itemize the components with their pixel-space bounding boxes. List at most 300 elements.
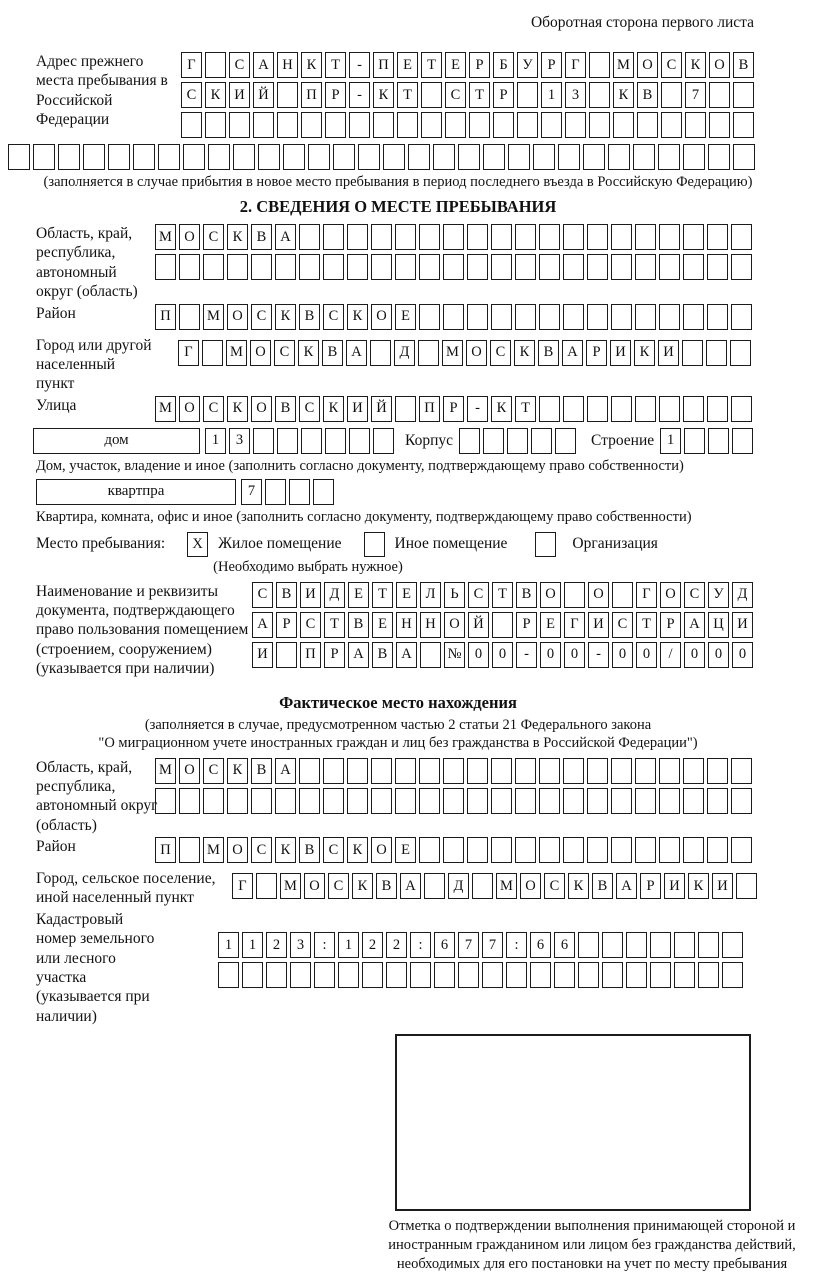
house-type-box[interactable]: дом — [33, 428, 200, 454]
char-box[interactable] — [563, 837, 584, 863]
char-box[interactable]: М — [203, 837, 224, 863]
char-box[interactable] — [419, 304, 440, 330]
char-box[interactable]: К — [298, 340, 319, 366]
char-box[interactable]: К — [491, 396, 512, 422]
char-box[interactable] — [683, 837, 704, 863]
char-box[interactable] — [674, 932, 695, 958]
char-box[interactable]: П — [419, 396, 440, 422]
char-box[interactable]: А — [275, 758, 296, 784]
char-box[interactable] — [611, 224, 632, 250]
char-box[interactable] — [229, 112, 250, 138]
char-box[interactable] — [443, 304, 464, 330]
char-box[interactable]: А — [346, 340, 367, 366]
char-box[interactable] — [539, 304, 560, 330]
char-box[interactable]: С — [203, 758, 224, 784]
char-box[interactable]: С — [445, 82, 466, 108]
char-box[interactable]: 1 — [242, 932, 263, 958]
char-box[interactable] — [491, 837, 512, 863]
char-box[interactable]: Е — [396, 582, 417, 608]
char-box[interactable] — [635, 224, 656, 250]
char-box[interactable]: В — [348, 612, 369, 638]
char-box[interactable] — [731, 224, 752, 250]
char-box[interactable] — [419, 837, 440, 863]
char-box[interactable] — [251, 254, 272, 280]
char-box[interactable] — [587, 254, 608, 280]
char-box[interactable] — [434, 962, 455, 988]
char-box[interactable]: Р — [586, 340, 607, 366]
char-box[interactable] — [587, 396, 608, 422]
char-box[interactable] — [420, 642, 441, 668]
char-box[interactable] — [589, 82, 610, 108]
char-box[interactable] — [515, 788, 536, 814]
char-box[interactable] — [218, 962, 239, 988]
char-box[interactable] — [445, 112, 466, 138]
char-box[interactable]: - — [588, 642, 609, 668]
char-box[interactable] — [736, 873, 757, 899]
char-box[interactable]: Г — [178, 340, 199, 366]
char-box[interactable] — [731, 758, 752, 784]
char-box[interactable]: 1 — [541, 82, 562, 108]
char-box[interactable]: В — [376, 873, 397, 899]
char-box[interactable]: С — [181, 82, 202, 108]
char-box[interactable]: С — [203, 396, 224, 422]
char-box[interactable]: 0 — [564, 642, 585, 668]
char-box[interactable] — [683, 304, 704, 330]
char-box[interactable] — [301, 428, 322, 454]
char-box[interactable]: 7 — [458, 932, 479, 958]
char-box[interactable]: Р — [660, 612, 681, 638]
char-box[interactable] — [626, 932, 647, 958]
char-box[interactable] — [507, 428, 528, 454]
char-box[interactable]: : — [314, 932, 335, 958]
char-box[interactable]: 0 — [732, 642, 753, 668]
char-box[interactable] — [491, 758, 512, 784]
char-box[interactable] — [443, 254, 464, 280]
char-box[interactable] — [707, 304, 728, 330]
char-box[interactable] — [483, 428, 504, 454]
char-box[interactable] — [587, 788, 608, 814]
char-box[interactable] — [530, 962, 551, 988]
char-box[interactable] — [349, 428, 370, 454]
char-box[interactable]: 0 — [612, 642, 633, 668]
char-box[interactable]: 0 — [540, 642, 561, 668]
char-box[interactable] — [683, 224, 704, 250]
char-box[interactable] — [539, 254, 560, 280]
char-box[interactable]: / — [660, 642, 681, 668]
char-box[interactable] — [467, 758, 488, 784]
char-box[interactable] — [323, 758, 344, 784]
char-box[interactable] — [256, 873, 277, 899]
char-box[interactable] — [410, 962, 431, 988]
char-box[interactable] — [205, 112, 226, 138]
char-box[interactable] — [277, 428, 298, 454]
char-box[interactable]: К — [347, 837, 368, 863]
char-box[interactable]: Й — [253, 82, 274, 108]
char-box[interactable] — [608, 144, 630, 170]
char-box[interactable] — [626, 962, 647, 988]
char-box[interactable] — [373, 428, 394, 454]
char-box[interactable]: С — [229, 52, 250, 78]
char-box[interactable] — [491, 224, 512, 250]
char-box[interactable] — [635, 396, 656, 422]
char-box[interactable]: А — [348, 642, 369, 668]
char-box[interactable] — [299, 758, 320, 784]
char-box[interactable] — [635, 758, 656, 784]
char-box[interactable] — [659, 837, 680, 863]
char-box[interactable]: Л — [420, 582, 441, 608]
char-box[interactable]: К — [352, 873, 373, 899]
char-box[interactable] — [539, 396, 560, 422]
char-box[interactable]: И — [252, 642, 273, 668]
char-box[interactable]: У — [517, 52, 538, 78]
char-box[interactable]: С — [468, 582, 489, 608]
char-box[interactable]: Т — [636, 612, 657, 638]
char-box[interactable] — [589, 112, 610, 138]
char-box[interactable]: С — [300, 612, 321, 638]
char-box[interactable] — [179, 254, 200, 280]
char-box[interactable]: О — [250, 340, 271, 366]
char-box[interactable] — [483, 144, 505, 170]
char-box[interactable]: М — [226, 340, 247, 366]
char-box[interactable]: В — [322, 340, 343, 366]
char-box[interactable]: П — [300, 642, 321, 668]
char-box[interactable] — [733, 112, 754, 138]
char-box[interactable] — [707, 396, 728, 422]
char-box[interactable]: 2 — [266, 932, 287, 958]
char-box[interactable]: К — [634, 340, 655, 366]
char-box[interactable]: В — [637, 82, 658, 108]
char-box[interactable] — [242, 962, 263, 988]
char-box[interactable]: № — [444, 642, 465, 668]
char-box[interactable]: О — [444, 612, 465, 638]
char-box[interactable] — [709, 112, 730, 138]
char-box[interactable] — [333, 144, 355, 170]
char-box[interactable] — [731, 304, 752, 330]
char-box[interactable]: И — [732, 612, 753, 638]
char-box[interactable] — [395, 788, 416, 814]
char-box[interactable] — [283, 144, 305, 170]
char-box[interactable] — [266, 962, 287, 988]
char-box[interactable] — [709, 82, 730, 108]
char-box[interactable] — [433, 144, 455, 170]
char-box[interactable]: О — [251, 396, 272, 422]
checkbox-other-premises[interactable] — [364, 532, 385, 557]
char-box[interactable] — [517, 112, 538, 138]
char-box[interactable] — [133, 144, 155, 170]
char-box[interactable]: Р — [541, 52, 562, 78]
char-box[interactable]: О — [179, 758, 200, 784]
char-box[interactable] — [323, 254, 344, 280]
char-box[interactable] — [732, 428, 753, 454]
char-box[interactable]: В — [592, 873, 613, 899]
char-box[interactable] — [635, 788, 656, 814]
char-box[interactable] — [659, 758, 680, 784]
char-box[interactable]: Д — [394, 340, 415, 366]
char-box[interactable] — [408, 144, 430, 170]
char-box[interactable] — [541, 112, 562, 138]
char-box[interactable] — [492, 612, 513, 638]
char-box[interactable] — [299, 788, 320, 814]
char-box[interactable] — [347, 224, 368, 250]
char-box[interactable] — [203, 254, 224, 280]
char-box[interactable] — [347, 758, 368, 784]
char-box[interactable] — [253, 112, 274, 138]
char-box[interactable] — [371, 758, 392, 784]
char-box[interactable] — [731, 254, 752, 280]
char-box[interactable]: И — [588, 612, 609, 638]
char-box[interactable]: Р — [640, 873, 661, 899]
char-box[interactable]: А — [253, 52, 274, 78]
char-box[interactable] — [202, 340, 223, 366]
char-box[interactable]: 7 — [241, 479, 262, 505]
char-box[interactable] — [515, 758, 536, 784]
char-box[interactable]: Т — [325, 52, 346, 78]
char-box[interactable]: В — [372, 642, 393, 668]
char-box[interactable]: С — [612, 612, 633, 638]
char-box[interactable]: К — [613, 82, 634, 108]
char-box[interactable]: Т — [469, 82, 490, 108]
char-box[interactable] — [659, 788, 680, 814]
char-box[interactable] — [583, 144, 605, 170]
char-box[interactable]: С — [544, 873, 565, 899]
char-box[interactable] — [299, 224, 320, 250]
char-box[interactable]: В — [299, 304, 320, 330]
char-box[interactable]: 0 — [708, 642, 729, 668]
char-box[interactable]: С — [252, 582, 273, 608]
char-box[interactable] — [611, 758, 632, 784]
char-box[interactable] — [491, 788, 512, 814]
char-box[interactable] — [419, 224, 440, 250]
char-box[interactable]: А — [400, 873, 421, 899]
char-box[interactable] — [602, 962, 623, 988]
char-box[interactable] — [563, 254, 584, 280]
char-box[interactable] — [443, 788, 464, 814]
char-box[interactable]: : — [410, 932, 431, 958]
char-box[interactable]: В — [538, 340, 559, 366]
char-box[interactable]: 0 — [492, 642, 513, 668]
char-box[interactable] — [517, 82, 538, 108]
char-box[interactable] — [419, 758, 440, 784]
char-box[interactable] — [515, 224, 536, 250]
char-box[interactable] — [325, 112, 346, 138]
char-box[interactable]: М — [155, 396, 176, 422]
char-box[interactable] — [707, 837, 728, 863]
char-box[interactable] — [299, 254, 320, 280]
char-box[interactable]: В — [275, 396, 296, 422]
char-box[interactable]: Р — [443, 396, 464, 422]
char-box[interactable]: - — [467, 396, 488, 422]
char-box[interactable]: К — [373, 82, 394, 108]
char-box[interactable] — [397, 112, 418, 138]
char-box[interactable] — [515, 837, 536, 863]
char-box[interactable]: К — [685, 52, 706, 78]
char-box[interactable] — [563, 788, 584, 814]
char-box[interactable]: - — [349, 52, 370, 78]
char-box[interactable]: Д — [448, 873, 469, 899]
char-box[interactable]: К — [568, 873, 589, 899]
char-box[interactable]: О — [179, 396, 200, 422]
char-box[interactable]: Р — [469, 52, 490, 78]
char-box[interactable]: К — [347, 304, 368, 330]
char-box[interactable]: Т — [515, 396, 536, 422]
char-box[interactable] — [253, 428, 274, 454]
char-box[interactable]: Н — [277, 52, 298, 78]
char-box[interactable]: С — [299, 396, 320, 422]
char-box[interactable]: А — [616, 873, 637, 899]
char-box[interactable] — [587, 837, 608, 863]
char-box[interactable] — [208, 144, 230, 170]
char-box[interactable] — [563, 396, 584, 422]
char-box[interactable] — [733, 82, 754, 108]
char-box[interactable] — [589, 52, 610, 78]
char-box[interactable] — [611, 304, 632, 330]
char-box[interactable] — [58, 144, 80, 170]
char-box[interactable] — [275, 788, 296, 814]
char-box[interactable]: П — [155, 304, 176, 330]
char-box[interactable]: У — [708, 582, 729, 608]
char-box[interactable] — [650, 932, 671, 958]
char-box[interactable]: К — [301, 52, 322, 78]
char-box[interactable] — [515, 304, 536, 330]
char-box[interactable] — [108, 144, 130, 170]
char-box[interactable]: 2 — [362, 932, 383, 958]
char-box[interactable]: К — [275, 837, 296, 863]
char-box[interactable]: Б — [493, 52, 514, 78]
char-box[interactable]: Д — [732, 582, 753, 608]
char-box[interactable]: А — [562, 340, 583, 366]
char-box[interactable] — [533, 144, 555, 170]
char-box[interactable] — [731, 396, 752, 422]
char-box[interactable]: О — [371, 304, 392, 330]
char-box[interactable] — [179, 304, 200, 330]
char-box[interactable]: Е — [395, 837, 416, 863]
char-box[interactable]: Г — [564, 612, 585, 638]
char-box[interactable] — [203, 788, 224, 814]
char-box[interactable]: О — [371, 837, 392, 863]
char-box[interactable]: А — [275, 224, 296, 250]
char-box[interactable] — [612, 582, 633, 608]
char-box[interactable] — [539, 224, 560, 250]
char-box[interactable]: М — [280, 873, 301, 899]
char-box[interactable] — [8, 144, 30, 170]
char-box[interactable]: Е — [445, 52, 466, 78]
char-box[interactable] — [722, 962, 743, 988]
char-box[interactable]: 6 — [530, 932, 551, 958]
char-box[interactable] — [661, 112, 682, 138]
char-box[interactable] — [371, 224, 392, 250]
char-box[interactable]: С — [684, 582, 705, 608]
char-box[interactable] — [491, 254, 512, 280]
checkbox-residential[interactable]: X — [187, 532, 208, 557]
char-box[interactable] — [635, 837, 656, 863]
char-box[interactable]: Й — [468, 612, 489, 638]
char-box[interactable]: Ь — [444, 582, 465, 608]
char-box[interactable]: О — [179, 224, 200, 250]
char-box[interactable]: В — [516, 582, 537, 608]
char-box[interactable] — [731, 788, 752, 814]
char-box[interactable] — [587, 224, 608, 250]
char-box[interactable]: И — [229, 82, 250, 108]
char-box[interactable]: А — [684, 612, 705, 638]
char-box[interactable]: Е — [397, 52, 418, 78]
char-box[interactable]: О — [709, 52, 730, 78]
char-box[interactable]: Т — [421, 52, 442, 78]
char-box[interactable]: 7 — [482, 932, 503, 958]
char-box[interactable] — [563, 224, 584, 250]
char-box[interactable] — [458, 144, 480, 170]
char-box[interactable]: 2 — [386, 932, 407, 958]
char-box[interactable]: Е — [540, 612, 561, 638]
char-box[interactable]: И — [610, 340, 631, 366]
char-box[interactable] — [683, 144, 705, 170]
char-box[interactable] — [338, 962, 359, 988]
char-box[interactable] — [155, 254, 176, 280]
char-box[interactable] — [539, 837, 560, 863]
checkbox-organization[interactable] — [535, 532, 556, 557]
char-box[interactable] — [659, 304, 680, 330]
char-box[interactable] — [707, 788, 728, 814]
char-box[interactable] — [684, 428, 705, 454]
char-box[interactable] — [289, 479, 310, 505]
char-box[interactable] — [611, 837, 632, 863]
char-box[interactable]: 7 — [685, 82, 706, 108]
char-box[interactable] — [179, 788, 200, 814]
char-box[interactable] — [362, 962, 383, 988]
char-box[interactable]: С — [328, 873, 349, 899]
char-box[interactable]: Е — [348, 582, 369, 608]
char-box[interactable]: 1 — [218, 932, 239, 958]
char-box[interactable]: 1 — [205, 428, 226, 454]
char-box[interactable]: 1 — [338, 932, 359, 958]
char-box[interactable]: О — [588, 582, 609, 608]
char-box[interactable] — [421, 82, 442, 108]
char-box[interactable] — [347, 254, 368, 280]
char-box[interactable]: А — [252, 612, 273, 638]
char-box[interactable]: В — [299, 837, 320, 863]
char-box[interactable]: 3 — [565, 82, 586, 108]
char-box[interactable]: О — [304, 873, 325, 899]
char-box[interactable] — [233, 144, 255, 170]
char-box[interactable]: И — [347, 396, 368, 422]
char-box[interactable] — [323, 788, 344, 814]
char-box[interactable]: В — [251, 758, 272, 784]
char-box[interactable] — [395, 758, 416, 784]
char-box[interactable]: О — [660, 582, 681, 608]
char-box[interactable]: М — [155, 224, 176, 250]
char-box[interactable] — [301, 112, 322, 138]
char-box[interactable] — [370, 340, 391, 366]
char-box[interactable] — [358, 144, 380, 170]
char-box[interactable] — [683, 396, 704, 422]
char-box[interactable]: 3 — [290, 932, 311, 958]
char-box[interactable] — [635, 254, 656, 280]
char-box[interactable]: Г — [181, 52, 202, 78]
char-box[interactable] — [472, 873, 493, 899]
char-box[interactable] — [395, 224, 416, 250]
char-box[interactable] — [685, 112, 706, 138]
char-box[interactable]: К — [227, 396, 248, 422]
char-box[interactable] — [418, 340, 439, 366]
char-box[interactable]: Р — [493, 82, 514, 108]
char-box[interactable]: Р — [324, 642, 345, 668]
char-box[interactable]: Г — [232, 873, 253, 899]
char-box[interactable] — [290, 962, 311, 988]
char-box[interactable]: : — [506, 932, 527, 958]
char-box[interactable] — [515, 254, 536, 280]
char-box[interactable] — [459, 428, 480, 454]
char-box[interactable] — [706, 340, 727, 366]
char-box[interactable] — [564, 582, 585, 608]
